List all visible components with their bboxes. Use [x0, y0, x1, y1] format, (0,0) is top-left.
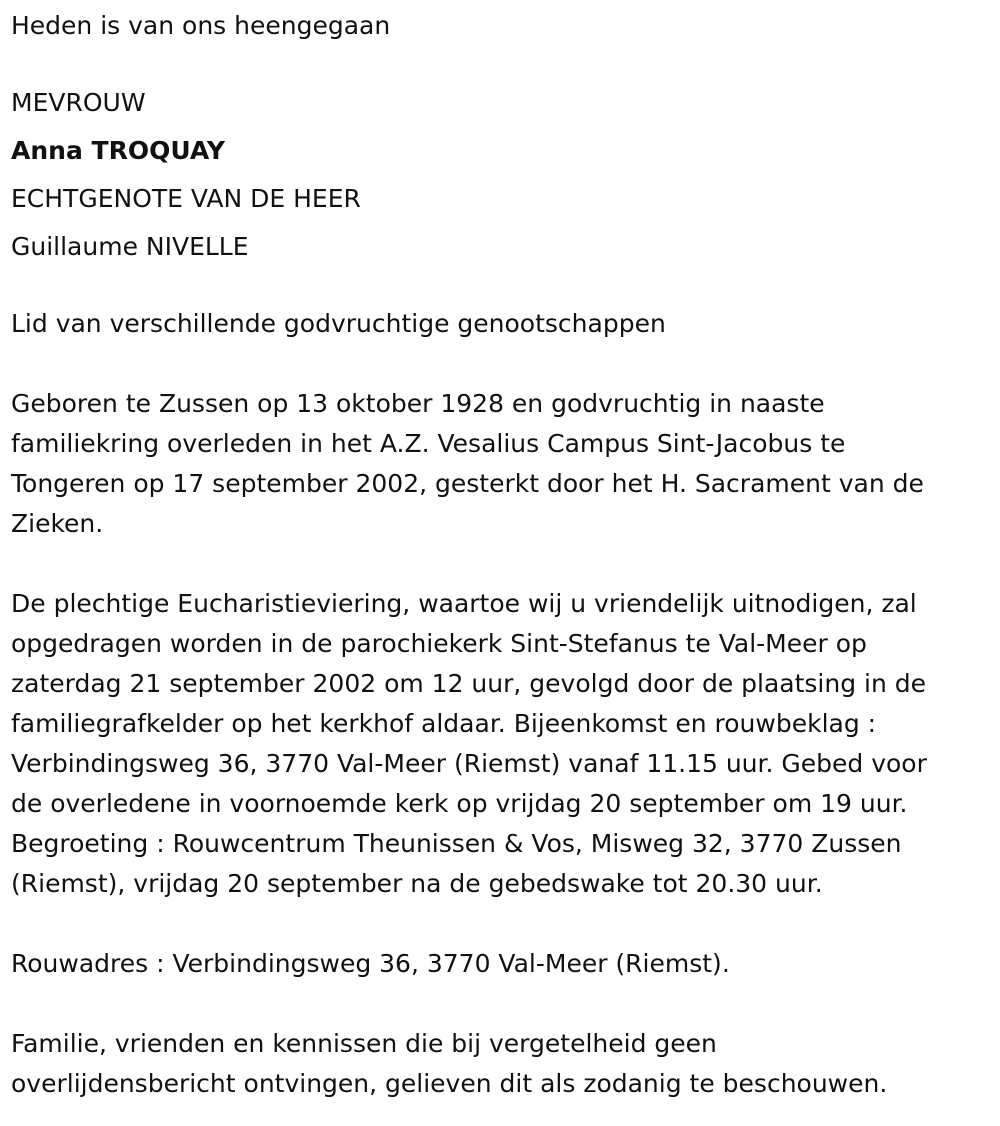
paragraph-line: Tongeren op 17 september 2002, gesterkt door het H. Sacrament van de — [11, 469, 924, 498]
paragraph-line: Verbindingsweg 36, 3770 Val-Meer (Riemst) vanaf 11.15 uur. Gebed voor — [11, 749, 927, 778]
spouse-label: ECHTGENOTE VAN DE HEER — [11, 184, 361, 213]
paragraph-line: opgedragen worden in de parochiekerk Sint-Stefanus te Val-Meer op — [11, 629, 867, 658]
paragraph-line: Zieken. — [11, 509, 104, 538]
paragraph-line: Geboren te Zussen op 13 oktober 1928 en godvruchtig in naaste — [11, 389, 825, 418]
paragraph-line: Begroeting : Rouwcentrum Theunissen & Vos, Misweg 32, 3770 Zussen — [11, 829, 902, 858]
obituary-notice — [11, 6, 993, 1104]
paragraph-line: Familie, vrienden en kennissen die bij vergetelheid geen — [11, 1029, 717, 1058]
intro-text: Heden is van ons heengegaan — [11, 11, 391, 40]
deceased-name: Anna TROQUAY — [11, 136, 225, 165]
paragraph-line: zaterdag 21 september 2002 om 12 uur, gevolgd door de plaatsing in de — [11, 669, 927, 698]
mourning-address: Rouwadres : Verbindingsweg 36, 3770 Val-Meer (Riemst). — [11, 949, 730, 978]
paragraph-line: familiegrafkelder op het kerkhof aldaar. Bijeenkomst en rouwbeklag : — [11, 709, 877, 738]
membership-text: Lid van verschillende godvruchtige genootschappen — [11, 309, 666, 338]
spouse-name: Guillaume NIVELLE — [11, 232, 249, 261]
funeral-paragraph — [11, 584, 993, 904]
closing-paragraph — [11, 1024, 993, 1104]
title-prefix: MEVROUW — [11, 88, 146, 117]
paragraph-line: De plechtige Eucharistieviering, waartoe wij u vriendelijk uitnodigen, zal — [11, 589, 917, 618]
birth-death-paragraph — [11, 384, 993, 544]
paragraph-line: (Riemst), vrijdag 20 september na de gebedswake tot 20.30 uur. — [11, 869, 823, 898]
paragraph-line: familiekring overleden in het A.Z. Vesalius Campus Sint-Jacobus te — [11, 429, 846, 458]
paragraph-line: de overledene in voornoemde kerk op vrijdag 20 september om 19 uur. — [11, 789, 908, 818]
paragraph-line: overlijdensbericht ontvingen, gelieven dit als zodanig te beschouwen. — [11, 1069, 888, 1098]
